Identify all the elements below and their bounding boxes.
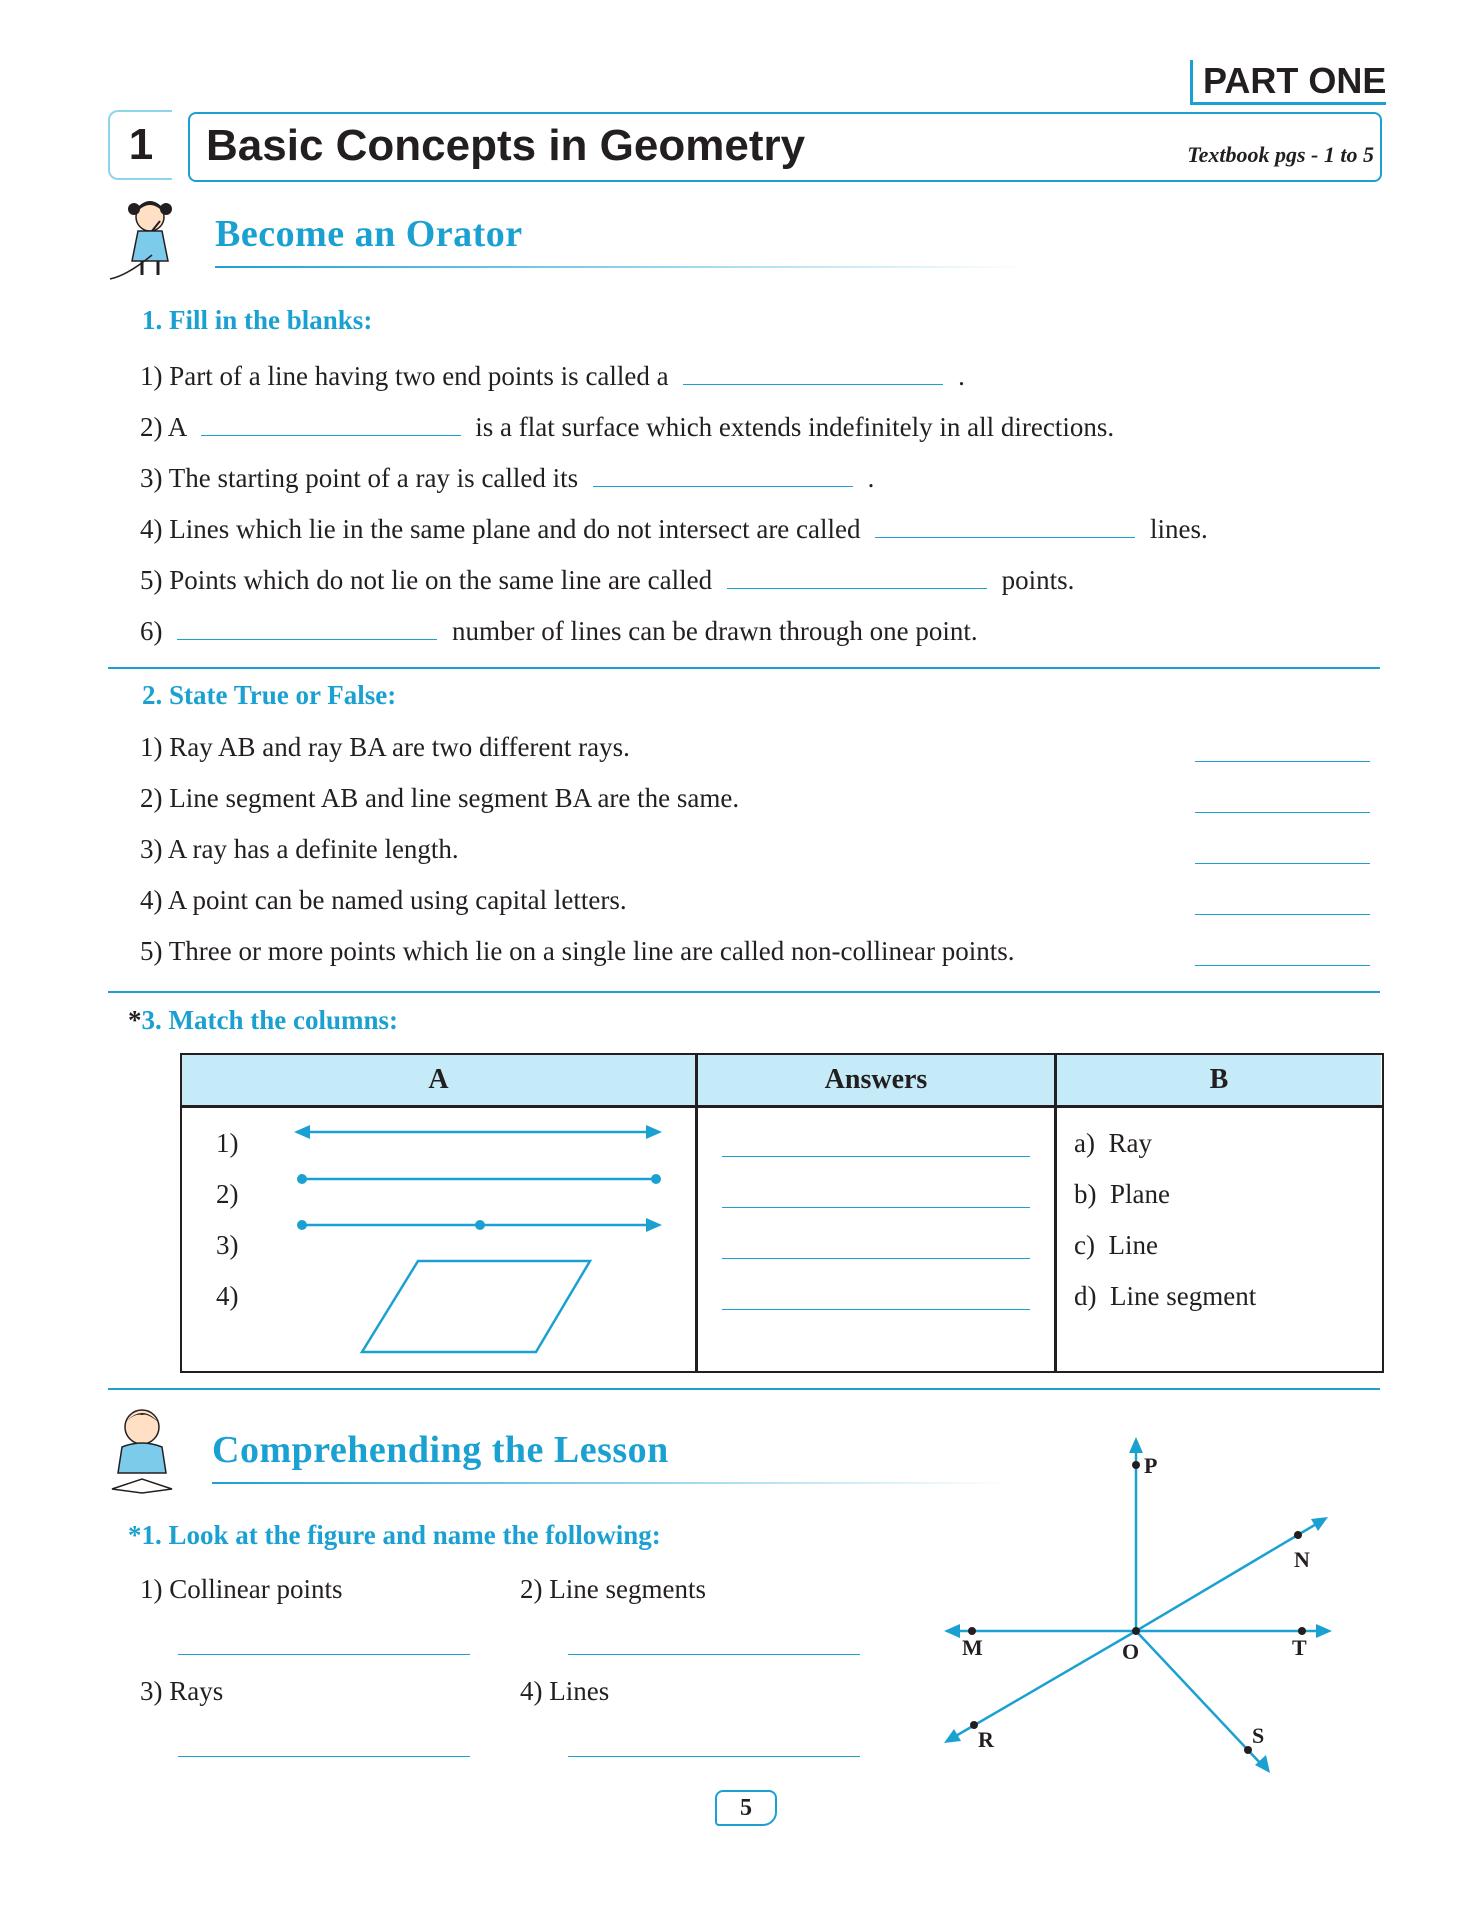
girl-microphone-icon [108, 195, 188, 285]
item-text-after: is a flat surface which extends indefinitely in all directions. [475, 412, 1115, 442]
label-s: S [1252, 1723, 1265, 1748]
heading-text: 3. Match the columns: [141, 1005, 398, 1035]
item-number: 4) [140, 514, 163, 544]
match-figures [290, 1120, 680, 1360]
item-letter: d) [1074, 1281, 1097, 1311]
page-number: 5 [715, 1790, 777, 1826]
match-answer-blank[interactable] [722, 1307, 1030, 1310]
section-underline [215, 266, 1025, 268]
answer-blank[interactable] [177, 611, 437, 640]
question-heading-true-false: 2. State True or False: [142, 680, 397, 710]
item-letter: c) [1074, 1230, 1095, 1260]
section-divider [108, 991, 1380, 993]
item-text: Part of a line having two end points is called a [169, 361, 669, 391]
section-divider [108, 1388, 1380, 1390]
item-text-after: number of lines can be drawn through one point. [452, 616, 978, 646]
table-column-rule [1054, 1053, 1057, 1371]
true-false-answer-blank[interactable] [1195, 810, 1370, 813]
item-number: 4) [520, 1676, 543, 1706]
part-label: PART ONE [1190, 60, 1386, 105]
fill-blank-item-5 [140, 560, 1074, 597]
item-text: Ray [1108, 1128, 1152, 1158]
label-t: T [1292, 1635, 1307, 1660]
fill-blank-item-1 [140, 356, 965, 393]
match-a-item-2: 2) [216, 1179, 239, 1209]
item-letter: b) [1074, 1179, 1097, 1209]
label-r: R [978, 1727, 994, 1752]
true-false-item-5 [140, 934, 1015, 968]
section-title-comprehend: Comprehending the Lesson [212, 1429, 669, 1471]
figure-item-1 [140, 1572, 342, 1606]
fill-blank-item-6 [140, 611, 978, 648]
textbook-pages: Textbook pgs - 1 to 5 [1187, 142, 1374, 167]
boy-reading-icon [108, 1405, 178, 1495]
answer-blank[interactable] [683, 356, 943, 385]
fill-blank-item-4 [140, 509, 1208, 546]
match-b-item-3 [1074, 1228, 1158, 1262]
item-number: 2) [520, 1574, 543, 1604]
star-mark: * [128, 1005, 142, 1035]
table-column-rule [695, 1053, 698, 1371]
item-text: Plane [1110, 1179, 1170, 1209]
question-heading-match [128, 1005, 398, 1036]
plane-figure [362, 1261, 590, 1352]
item-number: 4) [140, 885, 163, 915]
item-number: 6) [140, 616, 163, 646]
item-text: Lines [549, 1676, 610, 1706]
true-false-answer-blank[interactable] [1195, 963, 1370, 966]
item-text: Ray AB and ray BA are two different rays. [169, 732, 630, 762]
chapter-number: 1 [108, 110, 172, 180]
item-number: 5) [140, 565, 163, 595]
column-header-b: B [1057, 1055, 1381, 1105]
match-a-item-3: 3) [216, 1230, 239, 1260]
true-false-item-1 [140, 730, 630, 764]
item-number: 1) [140, 732, 163, 762]
figure-item-3 [140, 1674, 223, 1708]
item-text: Line [1108, 1230, 1158, 1260]
figure-answer-blank[interactable] [178, 1654, 470, 1655]
match-b-item-4 [1074, 1279, 1256, 1313]
section-underline [212, 1482, 1012, 1484]
item-number: 3) [140, 1676, 163, 1706]
label-m: M [962, 1635, 983, 1660]
item-text: A ray has a definite length. [167, 834, 459, 864]
section-title-orator: Become an Orator [215, 213, 523, 255]
figure-answer-blank[interactable] [568, 1654, 860, 1655]
true-false-item-2 [140, 781, 739, 815]
chapter-title: Basic Concepts in Geometry [206, 121, 806, 170]
item-text: Rays [169, 1676, 224, 1706]
label-n: N [1294, 1547, 1310, 1572]
true-false-answer-blank[interactable] [1195, 759, 1370, 762]
item-number: 5) [140, 936, 163, 966]
item-number: 1) [140, 361, 163, 391]
item-text: Collinear points [169, 1574, 343, 1604]
table-header-rule [180, 1105, 1384, 1108]
answer-blank[interactable] [727, 560, 987, 589]
item-text: Line segment [1110, 1281, 1257, 1311]
label-o: O [1122, 1639, 1140, 1664]
line-figure [294, 1125, 662, 1139]
column-header-answers: Answers [698, 1055, 1054, 1105]
label-p: P [1144, 1453, 1158, 1478]
item-text-after: . [958, 361, 965, 391]
figure-item-2 [520, 1572, 706, 1606]
item-letter: a) [1074, 1128, 1095, 1158]
match-b-item-1 [1074, 1126, 1152, 1160]
section-divider [108, 667, 1380, 669]
match-b-item-2 [1074, 1177, 1170, 1211]
item-text: A [167, 412, 186, 442]
item-text: Lines which lie in the same plane and do not intersect are called [169, 514, 861, 544]
question-heading-figure: *1. Look at the figure and name the following: [128, 1520, 661, 1550]
item-text: A point can be named using capital letters. [167, 885, 627, 915]
item-text-after: lines. [1150, 514, 1208, 544]
item-text-after: . [867, 463, 875, 493]
line-segment-figure [297, 1174, 661, 1184]
match-answer-blank[interactable] [722, 1154, 1030, 1157]
column-header-a: A [182, 1055, 695, 1105]
item-text-after: points. [1001, 565, 1075, 595]
figure-item-4 [520, 1674, 609, 1708]
question-heading-fill-blanks: 1. Fill in the blanks: [142, 305, 373, 335]
answer-blank[interactable] [201, 407, 461, 436]
item-number: 3) [140, 463, 163, 493]
figure-answer-blank[interactable] [568, 1756, 860, 1757]
match-a-item-4: 4) [216, 1281, 239, 1311]
fill-blank-item-2 [140, 407, 1114, 444]
true-false-answer-blank[interactable] [1195, 912, 1370, 915]
answer-blank[interactable] [593, 458, 853, 487]
true-false-item-3 [140, 832, 459, 866]
item-text: Line segments [549, 1574, 706, 1604]
true-false-answer-blank[interactable] [1195, 861, 1370, 864]
item-text: Line segment AB and line segment BA are the same. [169, 783, 740, 813]
item-text: Points which do not lie on the same line are called [169, 565, 713, 595]
figure-answer-blank[interactable] [178, 1756, 470, 1757]
item-number: 2) [140, 412, 163, 442]
fill-blank-item-3 [140, 458, 874, 495]
item-text: The starting point of a ray is called its [168, 463, 579, 493]
match-a-item-1: 1) [216, 1128, 239, 1158]
ray-figure [297, 1218, 662, 1232]
item-number: 3) [140, 834, 163, 864]
item-text: Three or more points which lie on a single line are called non-collinear points. [168, 936, 1015, 966]
match-answer-blank[interactable] [722, 1256, 1030, 1259]
true-false-item-4 [140, 883, 627, 917]
geometry-figure [940, 1435, 1340, 1775]
answer-blank[interactable] [875, 509, 1135, 538]
item-number: 2) [140, 783, 163, 813]
match-answer-blank[interactable] [722, 1205, 1030, 1208]
item-number: 1) [140, 1574, 163, 1604]
